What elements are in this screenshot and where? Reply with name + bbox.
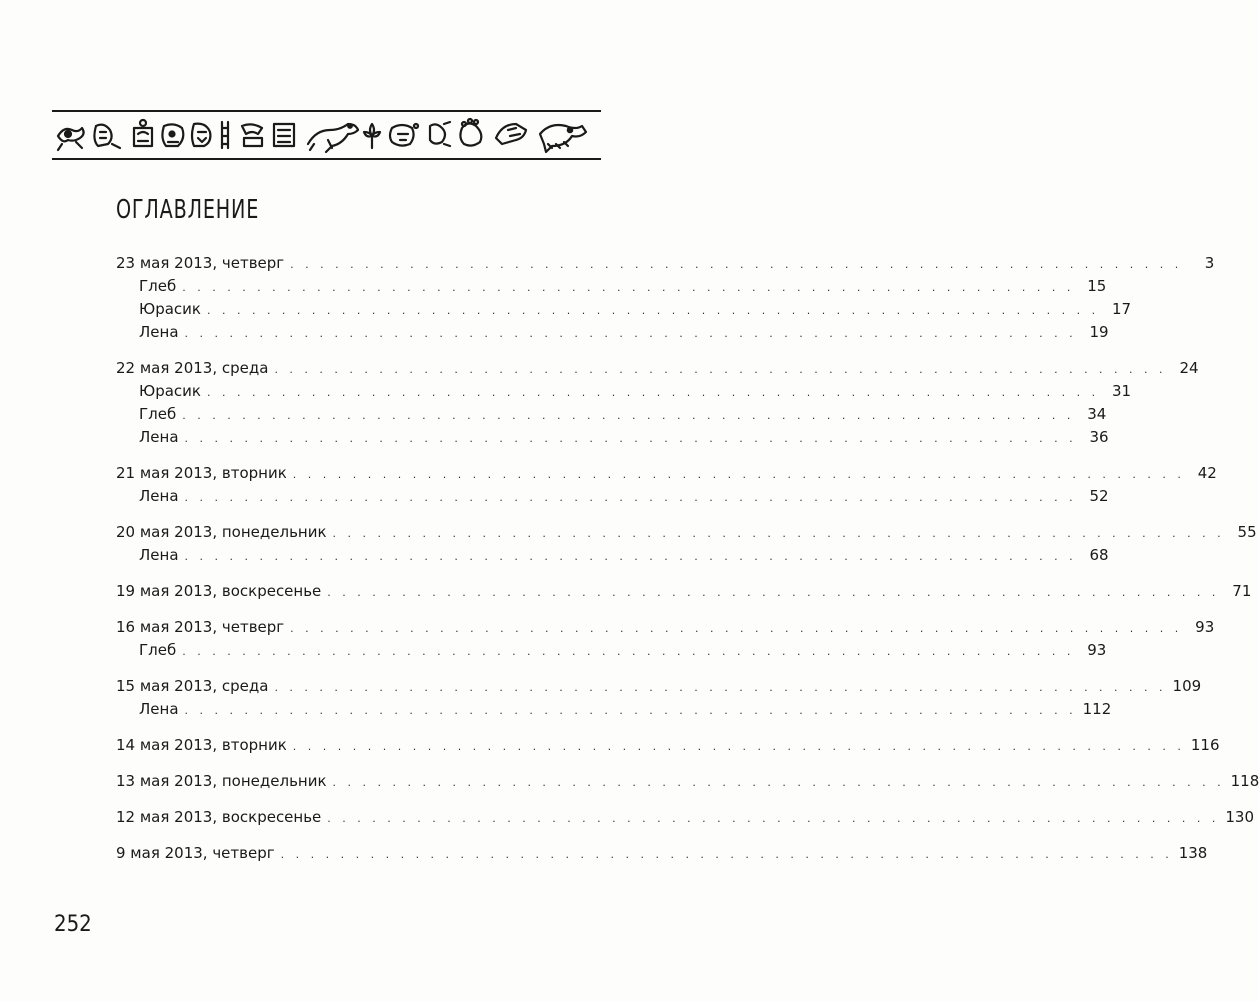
toc-entry-page: 42 <box>1197 464 1217 482</box>
toc-entry[interactable] <box>116 580 1252 603</box>
toc-entry-label: Лена <box>139 487 179 505</box>
page-number: 252 <box>54 912 92 937</box>
toc-entry-label: Лена <box>139 323 179 341</box>
toc-entry[interactable] <box>116 616 1215 639</box>
dot-leader: . . . . . . . . . . . . . . . . . . . . . . . . . . . . . . . . . . . . . . . . . . . . . . . . . . . . . . . . . . . . <box>274 681 1167 694</box>
toc-subentry[interactable] <box>116 698 1112 721</box>
toc-subentry[interactable] <box>116 403 1107 426</box>
toc-entry-page: 24 <box>1179 359 1199 377</box>
dot-leader: . . . . . . . . . . . . . . . . . . . . . . . . . . . . . . . . . . . . . . . . . . . . . . . . . . . . . . . . . . . . <box>206 386 1100 399</box>
toc-group <box>116 806 1255 829</box>
toc-group <box>116 580 1252 603</box>
toc-entry[interactable] <box>116 734 1220 757</box>
toc-entry-page: 52 <box>1089 487 1109 505</box>
dot-leader: . . . . . . . . . . . . . . . . . . . . . . . . . . . . . . . . . . . . . . . . . . . . . . . . . . . . . . . . . . . . <box>206 304 1100 317</box>
toc-entry-page: 31 <box>1111 382 1132 400</box>
toc-entry-label: Глеб <box>139 641 177 659</box>
toc-entry[interactable] <box>116 770 1259 793</box>
toc-entry[interactable] <box>116 357 1199 380</box>
toc-entry-page: 68 <box>1089 546 1109 564</box>
dot-leader: . . . . . . . . . . . . . . . . . . . . . . . . . . . . . . . . . . . . . . . . . . . . . . . . . . . . . . . . . . . . <box>292 468 1185 481</box>
toc-entry[interactable] <box>116 806 1255 829</box>
toc-subentry[interactable] <box>116 380 1132 403</box>
toc-entry-page: 15 <box>1087 277 1107 295</box>
dot-leader: . . . . . . . . . . . . . . . . . . . . . . . . . . . . . . . . . . . . . . . . . . . . . . . . . . . . . . . . . . . . <box>290 622 1183 635</box>
toc-group <box>116 616 1215 662</box>
toc-group <box>116 462 1217 508</box>
dot-leader: . . . . . . . . . . . . . . . . . . . . . . . . . . . . . . . . . . . . . . . . . . . . . . . . . . . . . . . . . . . . <box>182 645 1075 658</box>
glyph-ornament-band <box>52 114 601 156</box>
toc-entry-label: 15 мая 2013, среда <box>116 677 269 695</box>
toc-entry-label: 22 мая 2013, среда <box>116 359 269 377</box>
toc-entry-page: 130 <box>1225 808 1255 826</box>
toc-entry-page: 93 <box>1195 618 1215 636</box>
toc-entry-page: 93 <box>1087 641 1107 659</box>
toc-entry-label: Глеб <box>139 277 177 295</box>
dot-leader: . . . . . . . . . . . . . . . . . . . . . . . . . . . . . . . . . . . . . . . . . . . . . . . . . . . . . . . . . . . . <box>327 812 1220 825</box>
toc-subentry[interactable] <box>116 485 1109 508</box>
toc-entry-label: 19 мая 2013, воскресенье <box>116 582 322 600</box>
table-of-contents <box>116 252 1259 878</box>
toc-entry[interactable] <box>116 252 1215 275</box>
toc-entry-label: 20 мая 2013, понедельник <box>116 523 327 541</box>
toc-entry-label: 12 мая 2013, воскресенье <box>116 808 322 826</box>
dot-leader: . . . . . . . . . . . . . . . . . . . . . . . . . . . . . . . . . . . . . . . . . . . . . . . . . . . . . . . . . . . . <box>182 281 1075 294</box>
toc-subentry[interactable] <box>116 544 1109 567</box>
toc-entry-page: 116 <box>1190 736 1220 754</box>
header-rule-top <box>52 110 601 112</box>
toc-entry-label: 16 мая 2013, четверг <box>116 618 285 636</box>
dot-leader: . . . . . . . . . . . . . . . . . . . . . . . . . . . . . . . . . . . . . . . . . . . . . . . . . . . . . . . . . . . . <box>184 491 1077 504</box>
toc-group <box>116 252 1215 344</box>
toc-subentry[interactable] <box>116 426 1109 449</box>
toc-group <box>116 675 1202 721</box>
toc-entry-label: 14 мая 2013, вторник <box>116 736 287 754</box>
dot-leader: . . . . . . . . . . . . . . . . . . . . . . . . . . . . . . . . . . . . . . . . . . . . . . . . . . . . . . . . . . . . <box>327 586 1220 599</box>
toc-subentry[interactable] <box>116 298 1132 321</box>
dot-leader: . . . . . . . . . . . . . . . . . . . . . . . . . . . . . . . . . . . . . . . . . . . . . . . . . . . . . . . . . . . . <box>290 258 1183 271</box>
toc-entry-label: Юрасик <box>139 382 201 400</box>
toc-entry[interactable] <box>116 842 1208 865</box>
header-rule-bottom <box>52 158 601 160</box>
toc-subentry[interactable] <box>116 275 1107 298</box>
page-title: ОГЛАВЛЕНИЕ <box>116 195 260 225</box>
toc-entry-page: 71 <box>1232 582 1252 600</box>
toc-group <box>116 521 1257 567</box>
toc-entry-page: 112 <box>1082 700 1112 718</box>
toc-entry-label: 21 мая 2013, вторник <box>116 464 287 482</box>
toc-subentry[interactable] <box>116 321 1109 344</box>
mayan-glyphs-icon <box>52 114 601 156</box>
dot-leader: . . . . . . . . . . . . . . . . . . . . . . . . . . . . . . . . . . . . . . . . . . . . . . . . . . . . . . . . . . . . <box>332 776 1225 789</box>
toc-entry[interactable] <box>116 521 1257 544</box>
toc-group <box>116 734 1220 757</box>
dot-leader: . . . . . . . . . . . . . . . . . . . . . . . . . . . . . . . . . . . . . . . . . . . . . . . . . . . . . . . . . . . . <box>184 327 1077 340</box>
toc-entry-page: 109 <box>1172 677 1202 695</box>
dot-leader: . . . . . . . . . . . . . . . . . . . . . . . . . . . . . . . . . . . . . . . . . . . . . . . . . . . . . . . . . . . . <box>184 550 1077 563</box>
dot-leader: . . . . . . . . . . . . . . . . . . . . . . . . . . . . . . . . . . . . . . . . . . . . . . . . . . . . . . . . . . . . <box>274 363 1167 376</box>
dot-leader: . . . . . . . . . . . . . . . . . . . . . . . . . . . . . . . . . . . . . . . . . . . . . . . . . . . . . . . . . . . . <box>292 740 1185 753</box>
toc-entry[interactable] <box>116 462 1217 485</box>
toc-entry-page: 118 <box>1230 772 1259 790</box>
toc-entry-label: 9 мая 2013, четверг <box>116 844 275 862</box>
toc-entry-label: 13 мая 2013, понедельник <box>116 772 327 790</box>
toc-entry-page: 17 <box>1111 300 1132 318</box>
toc-entry[interactable] <box>116 675 1202 698</box>
toc-entry-label: Лена <box>139 546 179 564</box>
toc-entry-page: 138 <box>1178 844 1208 862</box>
dot-leader: . . . . . . . . . . . . . . . . . . . . . . . . . . . . . . . . . . . . . . . . . . . . . . . . . . . . . . . . . . . . <box>182 409 1075 422</box>
dot-leader: . . . . . . . . . . . . . . . . . . . . . . . . . . . . . . . . . . . . . . . . . . . . . . . . . . . . . . . . . . . . <box>184 704 1077 717</box>
toc-subentry[interactable] <box>116 639 1107 662</box>
toc-group <box>116 770 1259 793</box>
toc-entry-label: 23 мая 2013, четверг <box>116 254 285 272</box>
toc-entry-page: 55 <box>1237 523 1257 541</box>
toc-entry-page: 3 <box>1204 254 1215 272</box>
toc-entry-page: 36 <box>1089 428 1109 446</box>
toc-entry-label: Лена <box>139 428 179 446</box>
toc-group <box>116 842 1208 865</box>
dot-leader: . . . . . . . . . . . . . . . . . . . . . . . . . . . . . . . . . . . . . . . . . . . . . . . . . . . . . . . . . . . . <box>184 432 1077 445</box>
dot-leader: . . . . . . . . . . . . . . . . . . . . . . . . . . . . . . . . . . . . . . . . . . . . . . . . . . . . . . . . . . . . <box>332 527 1225 540</box>
toc-entry-label: Юрасик <box>139 300 201 318</box>
toc-entry-page: 34 <box>1087 405 1107 423</box>
toc-entry-label: Глеб <box>139 405 177 423</box>
toc-entry-label: Лена <box>139 700 179 718</box>
dot-leader: . . . . . . . . . . . . . . . . . . . . . . . . . . . . . . . . . . . . . . . . . . . . . . . . . . . . . . . . . . . . <box>280 848 1173 861</box>
toc-group <box>116 357 1199 449</box>
toc-entry-page: 19 <box>1089 323 1109 341</box>
